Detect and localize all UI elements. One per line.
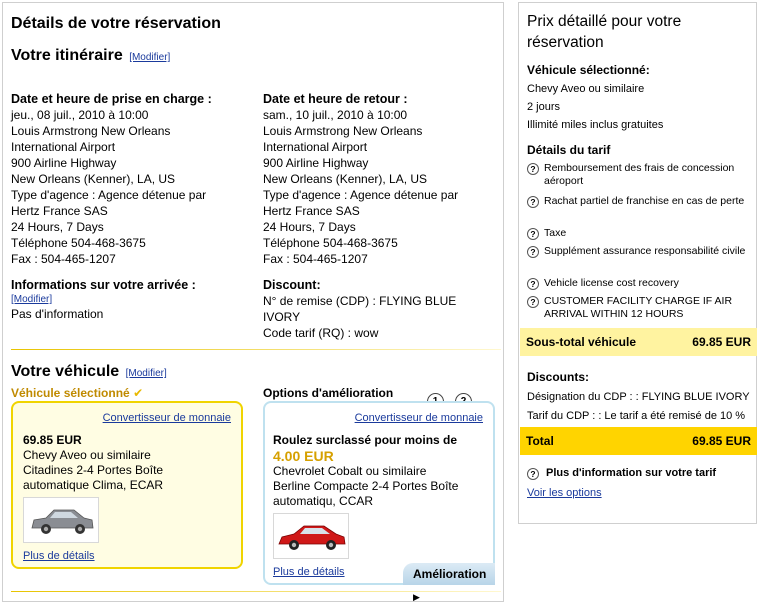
vehicle-heading [11, 363, 167, 381]
return-line: Type d'agence : Agence détenue par [263, 188, 459, 202]
currency-converter-link[interactable]: Convertisseur de monnaie [354, 412, 483, 424]
discount-designation: Désignation du CDP : : FLYING BLUE IVORY [527, 391, 750, 403]
fee-item[interactable] [527, 227, 752, 240]
discount-rate: Tarif du CDP : : Le tarif a été remisé de 10 % [527, 410, 746, 422]
car-image [23, 497, 99, 543]
return-line: Hertz France SAS [263, 204, 360, 218]
arrival-value: Pas d'information [11, 307, 104, 321]
return-line: sam., 10 juil., 2010 à 10:00 [263, 108, 408, 122]
fee-item[interactable] [527, 195, 752, 208]
checkmark-icon: ✔ [133, 386, 144, 400]
help-icon[interactable]: ? [527, 278, 539, 290]
fee-item[interactable] [527, 245, 752, 258]
vehicle-line: automatique Clima, ECAR [23, 478, 164, 492]
fee-label: Supplément assurance responsabilité civile [544, 245, 746, 257]
itinerary-heading [11, 47, 170, 65]
fee-label: Taxe [544, 227, 567, 239]
selected-more-details-link[interactable]: Plus de détails [23, 550, 95, 562]
car-image [273, 513, 349, 559]
vehicle-line: automatiqu, CCAR [273, 494, 374, 508]
subtotal-value: 69.85 EUR [692, 335, 751, 349]
return-info [263, 91, 501, 267]
help-icon[interactable]: ? [527, 296, 539, 308]
help-icon[interactable]: ? [527, 228, 539, 240]
discount-line: N° de remise (CDP) : FLYING BLUE [263, 294, 457, 308]
fee-item[interactable] [527, 162, 752, 188]
help-icon[interactable]: ? [527, 196, 539, 208]
page-title: Détails de votre réservation [11, 15, 221, 32]
upgrade-headline: Roulez surclassé pour moins de [273, 433, 458, 447]
upgrade-price: 4.00 EUR [273, 448, 334, 464]
arrival-label: Informations sur votre arrivée : [11, 278, 196, 292]
vehicle-model: Chevy Aveo ou similaire [527, 83, 645, 95]
fee-item[interactable] [527, 277, 752, 290]
pickup-line: 24 Hours, 7 Days [11, 220, 104, 234]
discount-label: Discount: [263, 278, 321, 292]
selected-price: 69.85 EUR [23, 433, 82, 447]
upgrade-more-details-link[interactable]: Plus de détails [273, 566, 345, 578]
total-value: 69.85 EUR [692, 434, 751, 448]
reservation-details-panel [2, 2, 504, 602]
subtotal-label: Sous-total véhicule [526, 335, 637, 349]
vehicle-line: Chevy Aveo ou similaire [23, 448, 151, 462]
arrival-modify-link[interactable]: [Modifier] [11, 294, 53, 305]
discount-line: IVORY [263, 310, 301, 324]
fees-heading: Détails du tarif [527, 143, 611, 157]
help-icon[interactable]: ? [527, 246, 539, 258]
return-line: Fax : 504-465-1207 [263, 252, 368, 266]
pickup-line: Type d'agence : Agence détenue par [11, 188, 207, 202]
selected-vehicle-details [23, 433, 233, 493]
help-icon[interactable]: ? [527, 468, 539, 480]
total-row [520, 427, 757, 455]
discount-line: Code tarif (RQ) : wow [263, 326, 379, 340]
pickup-line: International Airport [11, 140, 116, 154]
fee-label: CUSTOMER FACILITY CHARGE IF AIR ARRIVAL WITHIN 12 HOURS [544, 295, 733, 320]
currency-converter-link[interactable]: Convertisseur de monnaie [102, 412, 231, 424]
vehicle-line: Chevrolet Cobalt ou similaire [273, 464, 427, 478]
upgrade-button-label: Amélioration [413, 567, 487, 581]
return-line: Louis Armstrong New Orleans [263, 124, 423, 138]
price-panel-title: Prix détaillé pour votre réservation [527, 13, 682, 51]
pickup-line: New Orleans (Kenner), LA, US [11, 172, 176, 186]
subtotal-row [520, 328, 757, 356]
return-line: International Airport [263, 140, 368, 154]
pickup-line: Téléphone 504-468-3675 [11, 236, 146, 250]
pickup-label: Date et heure de prise en charge : [11, 92, 212, 106]
itinerary-modify-link[interactable]: [Modifier] [129, 52, 171, 63]
fee-label: Remboursement des frais de concession aéroport [544, 162, 735, 187]
pickup-line: jeu., 08 juil., 2010 à 10:00 [11, 108, 149, 122]
vehicle-line: Citadines 2-4 Portes Boîte [23, 463, 164, 477]
upgrade-button[interactable] [403, 563, 495, 602]
selected-vehicle-label [11, 386, 143, 400]
price-breakdown-panel [518, 2, 757, 524]
total-label: Total [526, 434, 554, 448]
selected-vehicle-card [11, 401, 243, 569]
fee-label: Rachat partiel de franchise en cas de perte [544, 195, 745, 207]
return-line: 900 Airline Highway [263, 156, 369, 170]
mileage-info: Illimité miles inclus gratuites [527, 119, 664, 131]
help-icon[interactable]: ? [527, 163, 539, 175]
discount-info [263, 277, 501, 341]
return-line: 24 Hours, 7 Days [263, 220, 356, 234]
vehicle-line: Berline Compacte 2-4 Portes Boîte [273, 479, 459, 493]
pickup-line: Louis Armstrong New Orleans [11, 124, 171, 138]
pickup-line: Fax : 504-465-1207 [11, 252, 116, 266]
return-line: New Orleans (Kenner), LA, US [263, 172, 428, 186]
arrival-info [11, 277, 251, 322]
section-divider [11, 349, 501, 350]
discounts-heading: Discounts: [527, 370, 590, 384]
arrow-right-icon: ▶ [413, 592, 420, 602]
rental-days: 2 jours [527, 101, 561, 113]
view-options-link[interactable]: Voir les options [527, 487, 602, 499]
pickup-info [11, 91, 251, 267]
more-info-label: Plus d'information sur votre tarif [546, 467, 717, 479]
fee-item[interactable] [527, 295, 752, 321]
upgrade-vehicle-details [273, 433, 489, 509]
pickup-line: Hertz France SAS [11, 204, 108, 218]
return-label: Date et heure de retour : [263, 92, 408, 106]
return-line: Téléphone 504-468-3675 [263, 236, 398, 250]
upgrade-vehicle-card[interactable] [263, 401, 495, 602]
more-info-row[interactable] [527, 467, 752, 480]
fee-label: Vehicle license cost recovery [544, 277, 679, 289]
selected-vehicle-label-text: Véhicule sélectionné [11, 386, 130, 400]
vehicle-modify-link[interactable]: [Modifier] [125, 368, 167, 379]
selected-vehicle-heading: Véhicule sélectionné: [527, 63, 650, 77]
itinerary-heading-text: Votre itinéraire [11, 47, 123, 64]
upgrade-options-label: Options d'amélioration [263, 386, 394, 400]
pickup-line: 900 Airline Highway [11, 156, 117, 170]
vehicle-heading-text: Votre véhicule [11, 363, 120, 380]
